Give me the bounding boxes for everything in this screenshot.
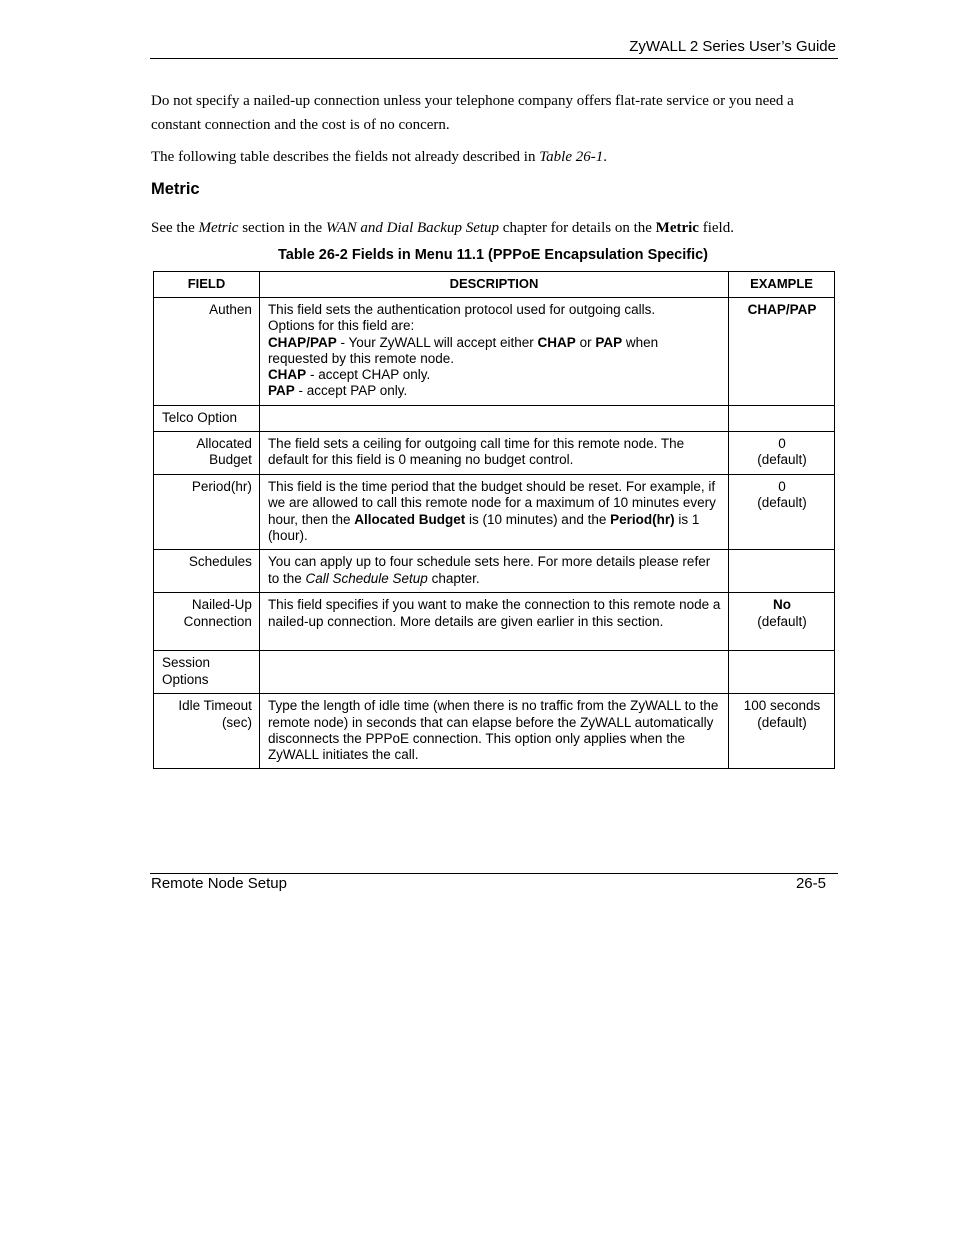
example-value: 0: [778, 436, 786, 452]
field-cell: Schedules: [154, 550, 260, 593]
example-value: No: [773, 597, 792, 613]
table-caption: Table 26-2 Fields in Menu 11.1 (PPPoE Encapsulation Specific): [277, 247, 708, 263]
metric-text-middle: section in the: [238, 220, 326, 236]
footer-divider: [150, 873, 838, 874]
header-example: EXAMPLE: [729, 272, 835, 298]
period-budget-bold: Allocated Budget: [354, 511, 466, 527]
field-cell: [154, 651, 260, 694]
intro-text-after: .: [603, 149, 608, 165]
field-line1: Nailed-Up: [191, 597, 252, 613]
field-cell: [154, 593, 260, 651]
authen-chappap-text-b: when requested by this remote node.: [267, 334, 659, 366]
table-row-idle-timeout: [154, 694, 835, 769]
field-line2: Options: [162, 671, 209, 687]
authen-line1: This field sets the authentication protocol used for outgoing calls.: [267, 302, 656, 317]
example-note: (default): [757, 613, 807, 629]
authen-chap-bold: CHAP: [267, 367, 307, 383]
footer-page-number: 26-5: [795, 875, 826, 892]
example-note: (default): [757, 452, 807, 468]
metric-heading: Metric: [151, 180, 200, 198]
example-value: CHAP/PAP: [747, 302, 817, 317]
description-cell: [259, 405, 728, 431]
field-line1: Session: [162, 655, 211, 671]
description-cell: This field specifies if you want to make the connection to this remote node a nailed-up connection. More details are given earlier in this section.: [259, 593, 728, 651]
field-cell: Telco Option: [154, 405, 260, 431]
table-reference: Table 26-1: [539, 149, 604, 165]
field-line2: Budget: [209, 452, 252, 468]
example-note: (default): [757, 714, 807, 730]
example-value: 100 seconds: [743, 698, 821, 714]
header-field: FIELD: [154, 272, 260, 298]
authen-chappap-text-a: - Your ZyWALL will accept either: [336, 334, 538, 350]
example-cell: [729, 694, 835, 769]
intro-paragraph-table-ref: [151, 145, 837, 169]
description-cell: [259, 651, 728, 694]
table-row-allocated-budget: [154, 432, 835, 475]
period-period-bold: Period(hr): [610, 511, 675, 527]
header-description: DESCRIPTION: [259, 272, 728, 298]
field-cell: Period(hr): [154, 475, 260, 550]
intro-text-before: The following table describes the fields not already described in: [151, 149, 540, 165]
period-desc-a: This field is the time period that the budget should be reset. For example, if we are allowed to call this remote node for a maximum of 10 minutes every hour, then the: [267, 479, 716, 527]
schedules-chapter-italic: Call Schedule Setup: [305, 570, 428, 586]
authen-chap-bold-inline: CHAP: [537, 334, 576, 350]
example-cell: [729, 651, 835, 694]
description-cell: [259, 550, 728, 593]
metric-text-before: See the: [151, 220, 199, 236]
authen-pap-text: - accept PAP only.: [294, 383, 408, 399]
table-row-telco-option: [154, 405, 835, 431]
intro-paragraph-nailed-up: [151, 89, 837, 137]
chapter-reference: WAN and Dial Backup Setup: [325, 220, 500, 236]
authen-pap-bold: PAP: [267, 383, 295, 399]
schedules-desc-a: You can apply up to four schedule sets here. For more details please refer to the: [267, 554, 711, 586]
authen-line2: Options for this field are:: [267, 318, 415, 334]
table-row-nailed-up-connection: [154, 593, 835, 651]
field-line1: Idle Timeout: [178, 698, 252, 714]
field-line1: Allocated: [196, 436, 252, 452]
metric-italic: Metric: [198, 220, 239, 236]
authen-pap-bold-inline: PAP: [595, 334, 623, 350]
example-cell: [729, 432, 835, 475]
example-note: (default): [757, 495, 807, 511]
field-cell: [154, 694, 260, 769]
field-line2: Connection: [183, 613, 252, 629]
table-header-row: [154, 272, 835, 298]
example-value: 0: [778, 479, 786, 495]
field-cell: Authen: [154, 298, 260, 406]
intro-paragraph-text: Do not specify a nailed-up connection unless your telephone company offers flat-rate service or you need a constant connection and the cost is of no concern.: [151, 93, 794, 133]
field-line2: (sec): [221, 714, 252, 730]
example-cell: [729, 593, 835, 651]
table-row-period: [154, 475, 835, 550]
example-cell: [729, 550, 835, 593]
header-divider: [150, 58, 838, 59]
schedules-desc-b: chapter.: [427, 570, 480, 586]
field-cell: [154, 432, 260, 475]
table-row-session-options: [154, 651, 835, 694]
authen-chap-text: - accept CHAP only.: [306, 367, 431, 383]
authen-or: or: [575, 334, 596, 350]
period-desc-c: is 1 (hour).: [267, 511, 700, 543]
example-cell: [729, 405, 835, 431]
metric-text-end: field.: [698, 220, 734, 236]
description-cell: The field sets a ceiling for outgoing call time for this remote node. The default for this field is 0 meaning no budget control.: [259, 432, 728, 475]
footer-chapter-title: Remote Node Setup: [151, 875, 287, 892]
header-title: ZyWALL 2 Series User’s Guide: [629, 38, 836, 55]
description-cell: [259, 298, 728, 406]
metric-paragraph: [151, 216, 837, 240]
authen-chappap-bold: CHAP/PAP: [267, 334, 337, 350]
example-cell: [729, 475, 835, 550]
period-desc-b: is (10 minutes) and the: [465, 511, 611, 527]
table-row-schedules: [154, 550, 835, 593]
fields-table: [153, 271, 835, 769]
metric-field-bold: Metric: [655, 220, 699, 236]
metric-text-chapter-after: chapter for details on the: [499, 220, 656, 236]
description-cell: Type the length of idle time (when there is no traffic from the ZyWALL to the remote node) in seconds that can elapse before the ZyWALL automatically disconnects the PPPoE connection. This option only applies when the ZyWALL initiates the call.: [259, 694, 728, 769]
table-row-authen: [154, 298, 835, 406]
example-cell: [729, 298, 835, 406]
description-cell: [259, 475, 728, 550]
